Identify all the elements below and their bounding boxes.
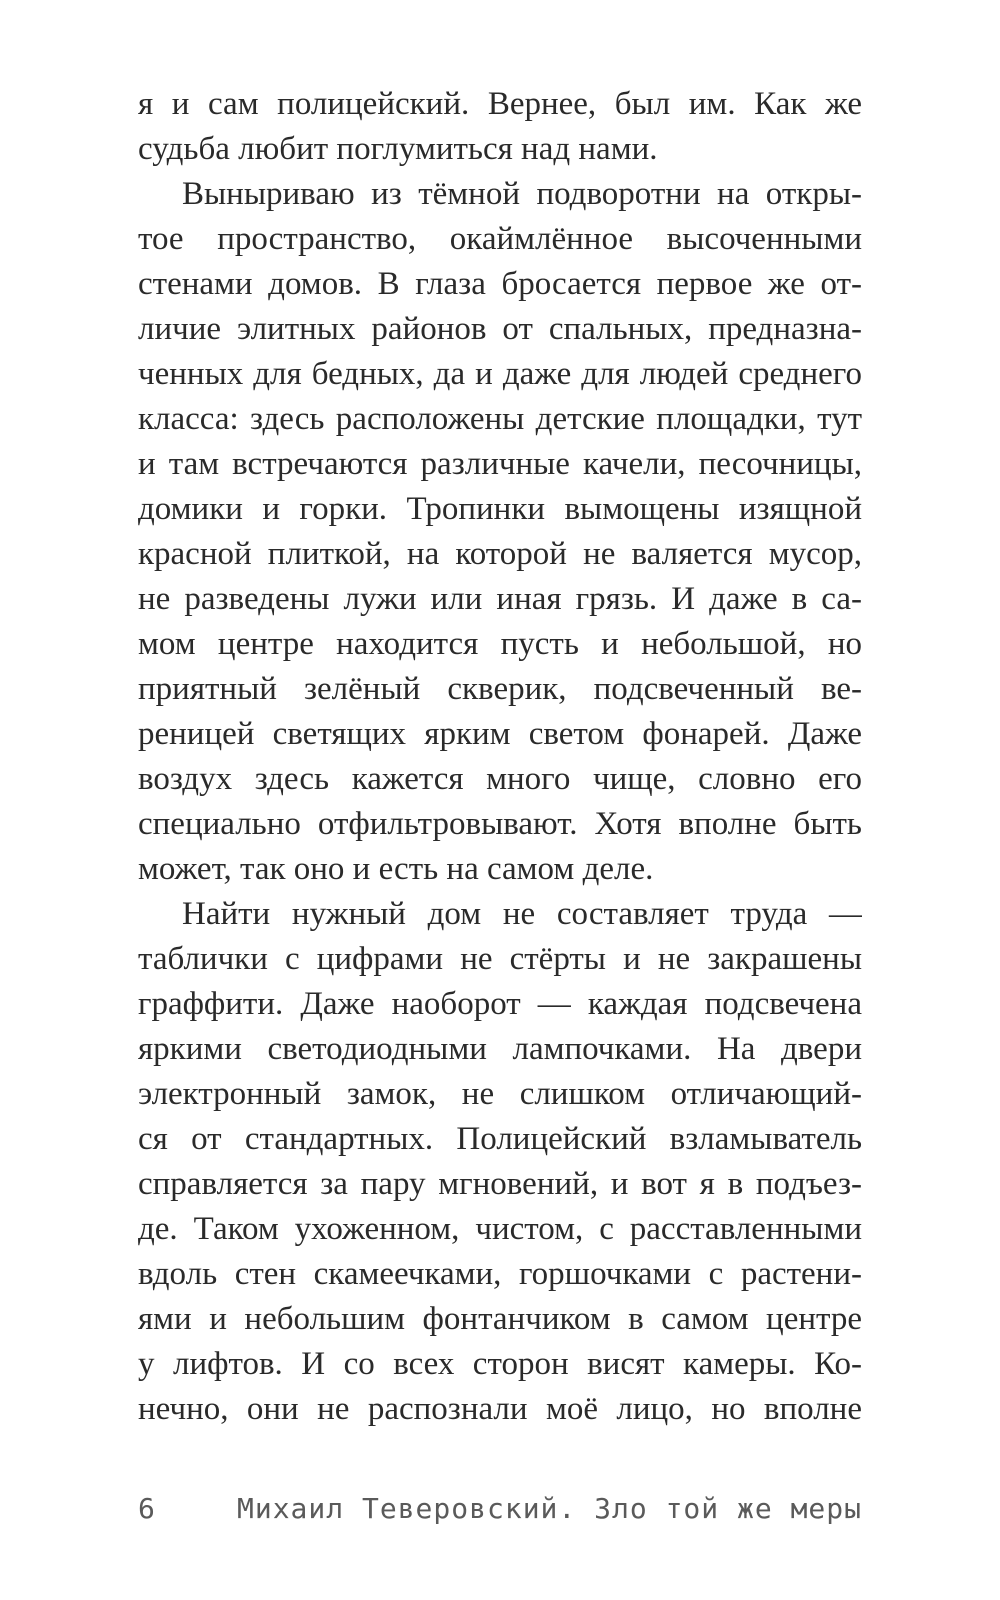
text-line: ченных для бедных, да и даже для людей среднего (138, 356, 862, 392)
body-text (138, 82, 862, 1432)
text-line: домики и горки. Тропинки вымощены изящной (138, 491, 862, 527)
text-line: нечно, они не распознали моё лицо, но вполне (138, 1391, 862, 1427)
text-line: я и сам полицейский. Вернее, был им. Как же (138, 86, 862, 122)
paragraph (138, 172, 862, 892)
text-line: воздух здесь кажется много чище, словно его (138, 761, 862, 797)
text-line: электронный замок, не слишком отличающий- (138, 1076, 862, 1112)
text-line: справляется за пару мгновений, и вот я в подъез- (138, 1166, 862, 1202)
text-line: вдоль стен скамеечками, горшочками с растени- (138, 1256, 862, 1292)
text-line: и там встречаются различные качели, песочницы, (138, 446, 862, 482)
text-line: не разведены лужи или иная грязь. И даже в са- (138, 581, 862, 617)
page-number: 6 (138, 1492, 156, 1525)
text-line: судьба любит поглумиться над нами. (138, 131, 658, 167)
text-line: ями и небольшим фонтанчиком в самом центре (138, 1301, 862, 1337)
text-line: красной плиткой, на которой не валяется мусор, (138, 536, 862, 572)
text-line: ся от стандартных. Полицейский взламыватель (138, 1121, 862, 1157)
paragraph (138, 892, 862, 1432)
page-footer (138, 1492, 862, 1532)
text-line: яркими светодиодными лампочками. На двери (138, 1031, 862, 1067)
paragraph (138, 82, 862, 172)
text-line: граффити. Даже наоборот — каждая подсвечена (138, 986, 862, 1022)
text-line: может, так оно и есть на самом деле. (138, 851, 654, 887)
text-line: де. Таком ухоженном, чистом, с расставленными (138, 1211, 862, 1247)
text-line: у лифтов. И со всех сторон висят камеры. Ко- (138, 1346, 862, 1382)
running-title: Михаил Теверовский. Зло той же меры (236, 1492, 862, 1525)
text-line: приятный зелёный скверик, подсвеченный ве- (138, 671, 862, 707)
text-line: тое пространство, окаймлённое высоченными (138, 221, 862, 257)
text-line: личие элитных районов от спальных, предназна- (138, 311, 862, 347)
text-line: Выныриваю из тёмной подворотни на откры- (182, 176, 862, 212)
text-line: специально отфильтровывают. Хотя вполне быть (138, 806, 862, 842)
text-line: мом центре находится пусть и небольшой, но (138, 626, 862, 662)
text-line: класса: здесь расположены детские площадки, тут (138, 401, 862, 437)
text-line: Найти нужный дом не составляет труда — (182, 896, 862, 932)
text-line: стенами домов. В глаза бросается первое же от- (138, 266, 862, 302)
text-line: таблички с цифрами не стёрты и не закрашены (138, 941, 862, 977)
text-line: реницей светящих ярким светом фонарей. Даже (138, 716, 862, 752)
